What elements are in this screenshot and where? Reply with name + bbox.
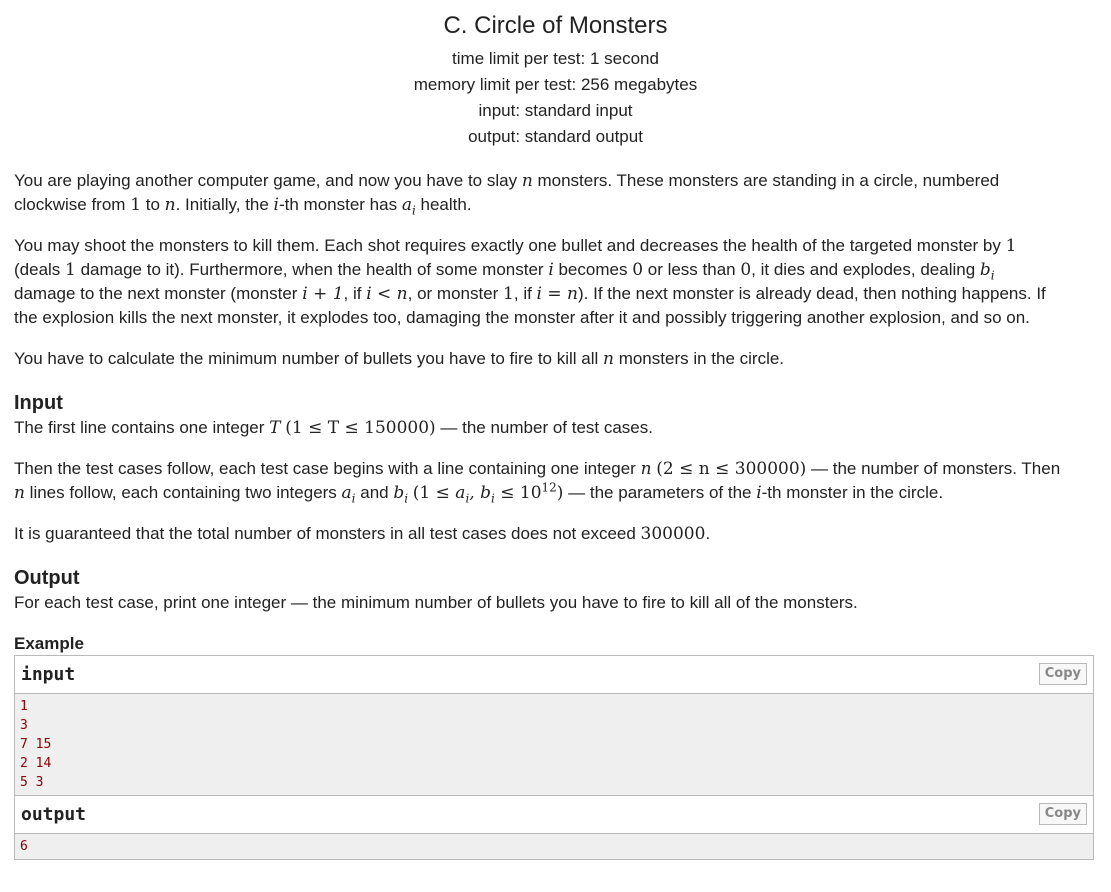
statement-paragraph-3: You have to calculate the minimum number of bullets you have to fire to kill all n monsters in the circle. <box>14 349 785 369</box>
sample-output-header <box>15 795 1093 834</box>
copy-output-button[interactable]: Copy <box>1039 803 1087 825</box>
problem-header <box>0 0 1111 150</box>
example-section <box>14 633 1097 860</box>
sample-output-line: 6 <box>20 839 28 854</box>
output-paragraph-1: For each test case, print one integer — the minimum number of bullets you have to fire to kill all of the monsters. <box>14 593 858 612</box>
copy-input-button[interactable]: Copy <box>1039 663 1087 685</box>
output-file: output: standard output <box>468 127 643 146</box>
memory-limit: memory limit per test: 256 megabytes <box>413 75 698 94</box>
sample-input-body <box>15 694 1093 795</box>
input-paragraph-2: Then the test cases follow, each test case begins with a line containing one integer n (2 ≤ n ≤ 300000) — the number of monsters. Then n lines follow, each containing two integers $a_i$ and $b_i$ ($1 \le a_i$, $b_i \le 10^{12}$) — the parameters of the i-th monster in the circle. <box>14 459 1061 506</box>
sample-input-line: 1 <box>20 699 28 714</box>
problem-statement <box>0 169 1111 860</box>
sample-input-line: 3 <box>20 718 28 733</box>
input-section-title: Input <box>14 392 63 414</box>
statement-paragraph-2: You may shoot the monsters to kill them. Each shot requires exactly one bullet and decreases the health of the targeted monster by 1 (deals 1 damage to it). Furthermore, when the health of some monster i becomes 0 or less than 0, it dies and explodes, dealing $b_i$ damage to the next monster (monster i + 1, if i < n, or monster 1, if i = n). If the next monster is already dead, then nothing happens. If the explosion kills the next monster, it explodes too, damaging the monster after it and possibly triggering another explosion, and so on. <box>14 236 1046 327</box>
sample-output-body <box>15 834 1093 859</box>
output-section-title: Output <box>14 567 80 589</box>
sample-output-label: output <box>21 804 87 825</box>
sample-input <box>14 655 1094 860</box>
input-paragraph-3: It is guaranteed that the total number of monsters in all test cases does not exceed 300000. <box>14 524 711 544</box>
problem-title: C. Circle of Monsters <box>443 12 668 39</box>
sample-input-line: 5 3 <box>20 775 44 790</box>
input-section <box>14 390 1097 546</box>
output-section <box>14 565 1097 615</box>
sample-input-line: 7 15 <box>20 737 52 752</box>
example-title: Example <box>14 634 84 653</box>
sample-input-header <box>15 656 1093 694</box>
statement-paragraph-1: You are playing another computer game, and now you have to slay n monsters. These monsters are standing in a circle, numbered clockwise from 1 to n. Initially, the i-th monster has $a_i$ health. <box>14 171 1000 218</box>
time-limit: time limit per test: 1 second <box>452 49 659 68</box>
sample-input-label: input <box>21 664 76 685</box>
input-paragraph-1: The first line contains one integer T (1 ≤ T ≤ 150000) — the number of test cases. <box>14 418 653 438</box>
input-file: input: standard input <box>478 101 633 120</box>
sample-input-line: 2 14 <box>20 756 52 771</box>
